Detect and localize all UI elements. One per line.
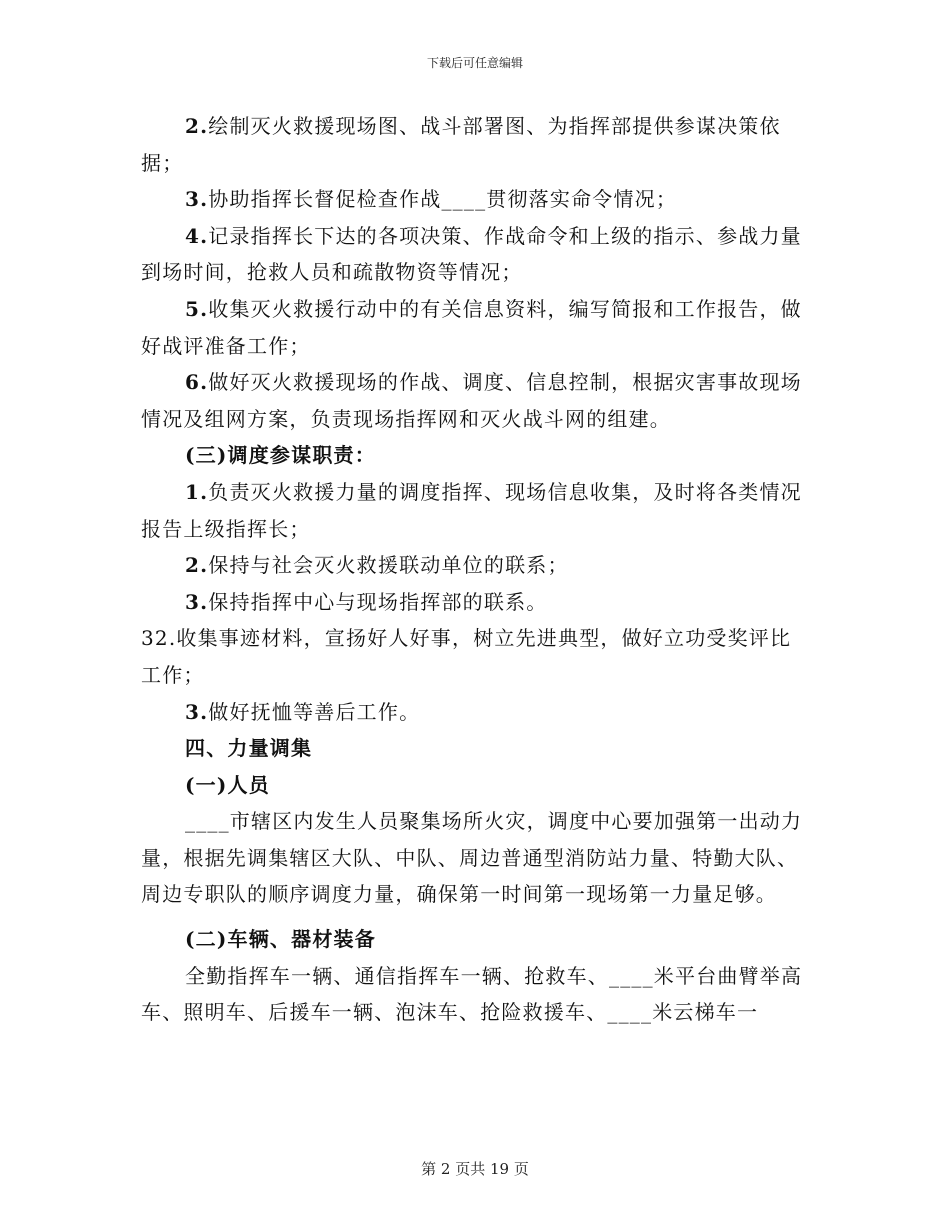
subsection-heading: (一)人员 — [185, 772, 270, 797]
list-item — [141, 547, 811, 584]
document-body — [141, 108, 811, 1031]
item-text: 协助指挥长督促检查作战____贯彻落实命令情况； — [208, 187, 678, 212]
subsection-heading: (二)车辆、器材装备 — [185, 927, 376, 952]
header-note: 下载后可任意编辑 — [426, 56, 523, 70]
page-number: 第 2 页共 19 页 — [421, 1160, 529, 1178]
item-number: 3. — [185, 187, 209, 212]
list-item — [141, 291, 811, 364]
item-text: 绘制灭火救援现场图、战斗部署图、为指挥部提供参谋决策依据； — [141, 114, 781, 175]
item-number: 4. — [185, 223, 209, 248]
section-heading: 四、力量调集 — [185, 736, 313, 761]
item-number: 3. — [185, 699, 209, 724]
section-heading: (三)调度参谋职责： — [185, 443, 376, 468]
item-text: 做好灭火救援现场的作战、调度、信息控制，根据灾害事故现场情况及组网方案，负责现场指挥网和灭火战斗网的组建。 — [141, 370, 802, 431]
list-item — [141, 218, 811, 291]
item-number: 2. — [185, 553, 209, 578]
item-text: 负责灭火救援力量的调度指挥、现场信息收集，及时将各类情况报告上级指挥长； — [141, 479, 802, 541]
list-item — [141, 364, 811, 437]
item-text: 保持与社会灭火救援联动单位的联系； — [208, 553, 569, 578]
item-number: 2. — [185, 114, 209, 138]
item-number: 6. — [185, 370, 209, 395]
item-number: 5. — [185, 296, 209, 321]
item-number: 1. — [185, 479, 209, 504]
item-text: 保持指挥中心与现场指挥部的联系。 — [208, 589, 548, 614]
list-item — [141, 108, 811, 181]
item-text: 收集灭火救援行动中的有关信息资料，编写简报和工作报告，做好战评准备工作； — [141, 296, 802, 358]
body-paragraph: 全勤指挥车一辆、通信指挥车一辆、抢救车、____米平台曲臂举高车、照明车、后援车一辆、泡沫车、抢险救援车、____米云梯车一 — [141, 963, 803, 1025]
item-text: 记录指挥长下达的各项决策、作战命令和上级的指示、参战力量到场时间，抢救人员和疏散物资等情况； — [141, 223, 802, 285]
list-item — [141, 474, 811, 547]
list-item — [141, 694, 811, 731]
body-paragraph: ____市辖区内发生人员聚集场所火灾，调度中心要加强第一出动力量，根据先调集辖区大队、中队、周边普通型消防站力量、特勤大队、周边专职队的顺序调度力量，确保第一时间第一现场第一力量足够。 — [141, 809, 803, 907]
list-item — [141, 584, 811, 621]
list-item: 32.收集事迹材料，宣扬好人好事，树立先进典型，做好立功受奖评比工作； — [141, 626, 792, 687]
item-number: 3. — [185, 589, 209, 614]
list-item — [141, 181, 811, 218]
item-text: 做好抚恤等善后工作。 — [208, 699, 421, 724]
